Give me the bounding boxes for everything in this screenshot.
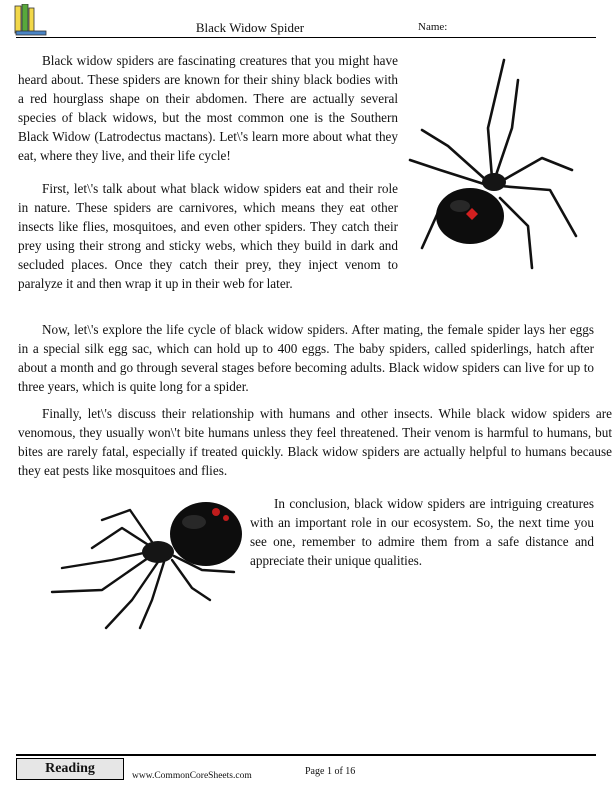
spider-top-view-image [400,58,585,283]
page-number: Page 1 of 16 [305,766,356,777]
subject-badge: Reading [16,758,124,780]
paragraph-conclusion: In conclusion, black widow spiders are intriguing creatures with an important role in our ecosystem. So, the next time you see one, remember to admire them from a safe distance and appreciate their unique qualities. [250,496,594,568]
paragraph-humans: Finally, let\'s discuss their relationship with humans and other insects. While black widow spiders are venomous, they usually won\'t bite humans unless they feel threatened. Their venom is harmful to humans, but bites are rarely fatal, especially if treated quickly. Black widow spiders are actually helpful to humans because they eat pests like mosquitoes and flies. [18,406,612,478]
paragraph-diet: First, let\'s talk about what black widow spiders eat and their role in nature. These spiders are carnivores, which means they eat other insects like flies, mosquitoes, and even other spiders. They catch their prey using their strong and sticky webs, which they build in dark and secluded places. Once they catch their prey, they inject venom to paralyze it and then wrap it up in their web for later. [18,181,398,291]
header-divider [16,37,596,38]
paragraph-life-cycle: Now, let\'s explore the life cycle of black widow spiders. After mating, the female spider lays her eggs in a special silk egg sac, which can hold up to 400 eggs. The baby spiders, called spiderlings, hatch after about a month and go through several stages before becoming adults. Black widow spiders can live for up to three years, which is quite long for a spider. [18,322,594,394]
name-label: Name: [418,21,448,33]
worksheet-title: Black Widow Spider [195,20,305,35]
website-link[interactable]: www.CommonCoreSheets.com [132,771,252,781]
footer-divider [16,754,596,756]
spider-side-view-image [22,490,250,630]
paragraph-intro: Black widow spiders are fascinating creatures that you might have heard about. These spiders are known for their shiny black bodies with a red hourglass shape on their abdomen. There are actually several species of black widows, but the most common one is the Southern Black Widow (Latrodectus mactans). Let\'s learn more about what they eat, where they live, and their life cycle! [18,53,398,163]
